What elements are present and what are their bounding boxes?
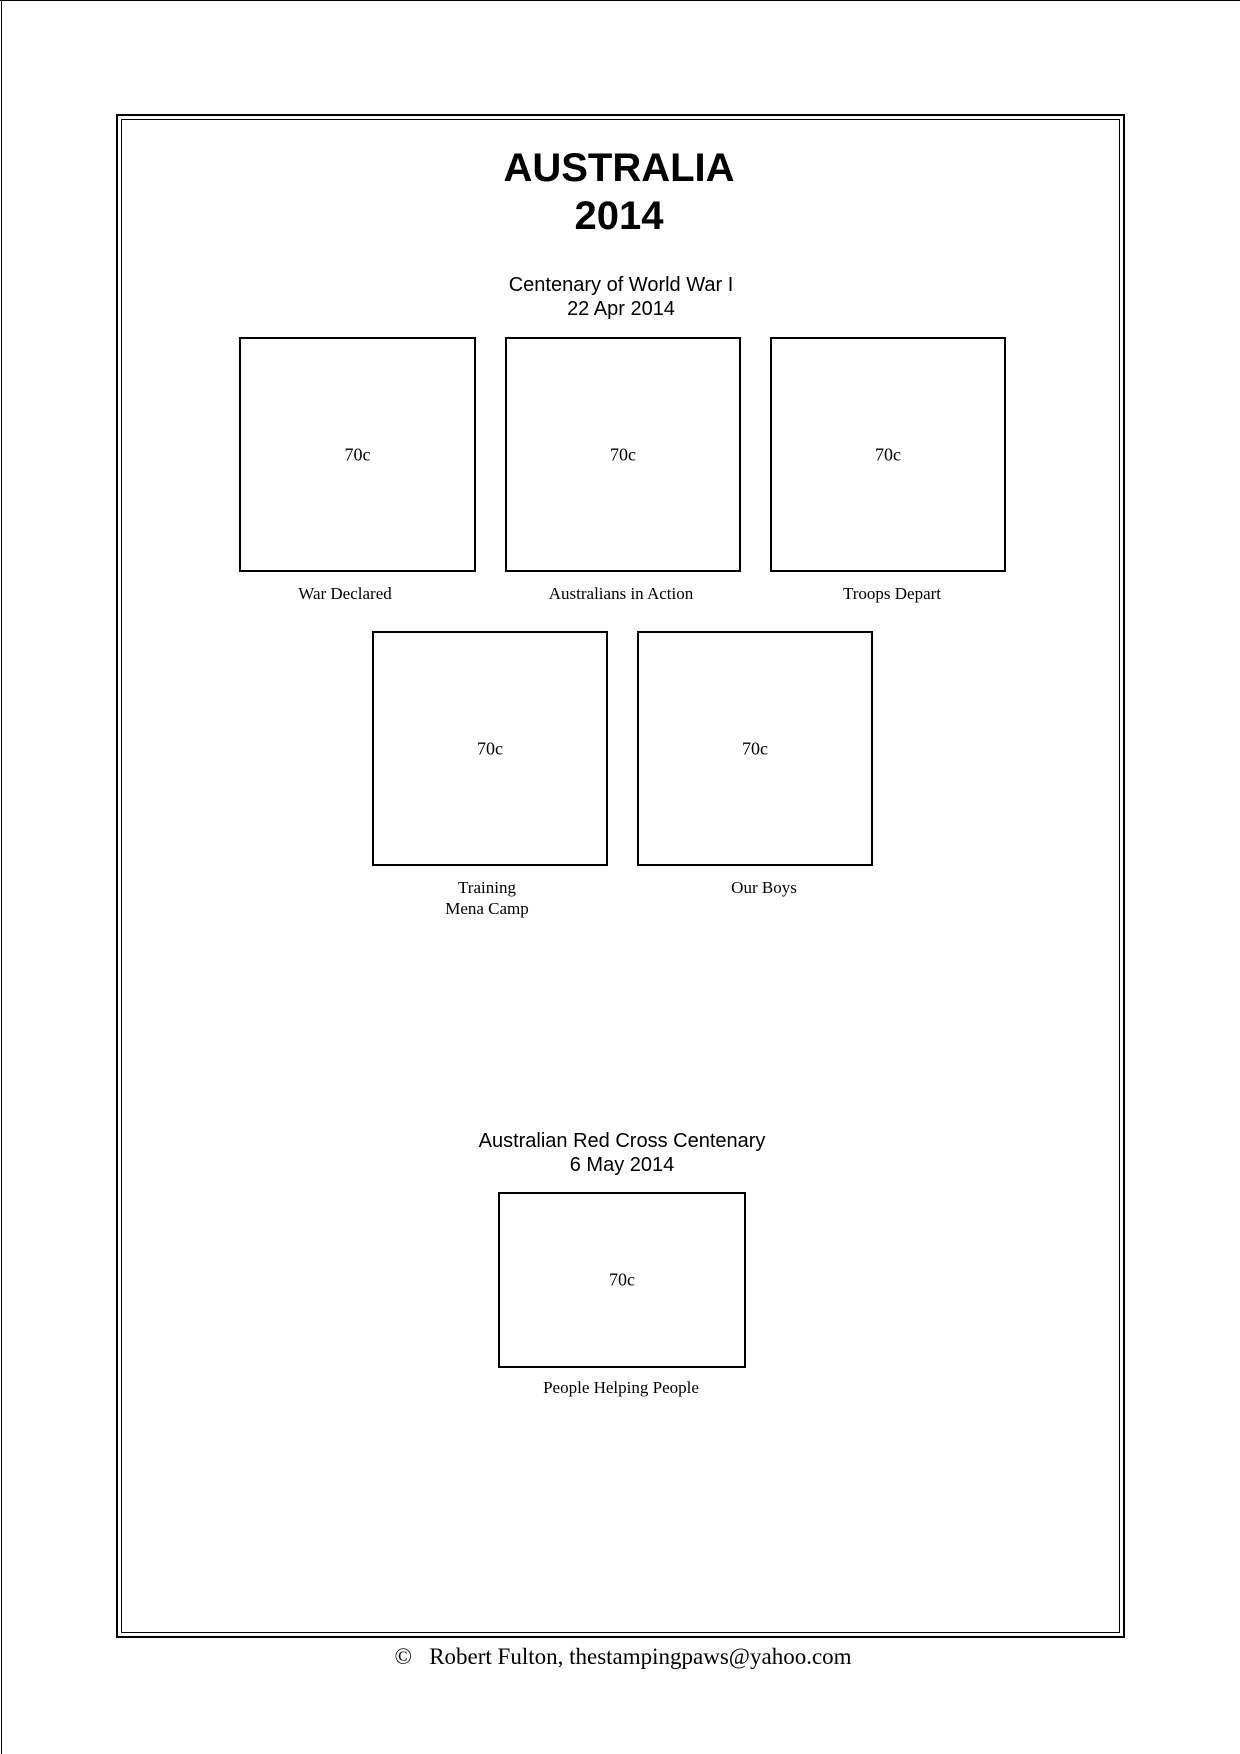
stamp-caption: Training — [458, 878, 516, 897]
stamp-caption: War Declared — [298, 584, 392, 603]
page-edge-top — [0, 0, 1240, 1]
stamp-box — [505, 337, 741, 572]
copyright-symbol: © — [394, 1644, 412, 1669]
stamp-box — [770, 337, 1006, 572]
set-date: 6 May 2014 — [569, 1154, 675, 1176]
stamp-value: 70c — [610, 444, 636, 464]
set-title: Centenary of World War I — [508, 274, 734, 296]
set-date: 22 Apr 2014 — [567, 298, 675, 320]
page-title-year: 2014 — [574, 194, 664, 238]
stamp-caption: Australians in Action — [548, 584, 694, 603]
set-title: Australian Red Cross Centenary — [478, 1130, 766, 1152]
stamp-value: 70c — [609, 1269, 635, 1290]
stamp-caption-line2: Mena Camp — [445, 899, 529, 918]
stamp-value: 70c — [477, 738, 503, 758]
page-title-country: AUSTRALIA — [503, 146, 735, 190]
stamp-caption: Our Boys — [731, 878, 797, 897]
stamp-box — [239, 337, 476, 572]
copyright-text: Robert Fulton, thestampingpaws@yahoo.com — [429, 1644, 852, 1669]
stamp-value: 70c — [344, 444, 371, 464]
stamp-caption: Troops Depart — [842, 584, 942, 603]
stamp-box — [372, 631, 608, 866]
stamp-value: 70c — [742, 738, 768, 758]
stamp-box — [498, 1192, 746, 1368]
stamp-caption: People Helping People — [543, 1378, 699, 1397]
stamp-value: 70c — [875, 444, 901, 464]
page-edge-left — [1, 0, 2, 1754]
stamp-box — [637, 631, 873, 866]
copyright-footer — [394, 1643, 851, 1671]
